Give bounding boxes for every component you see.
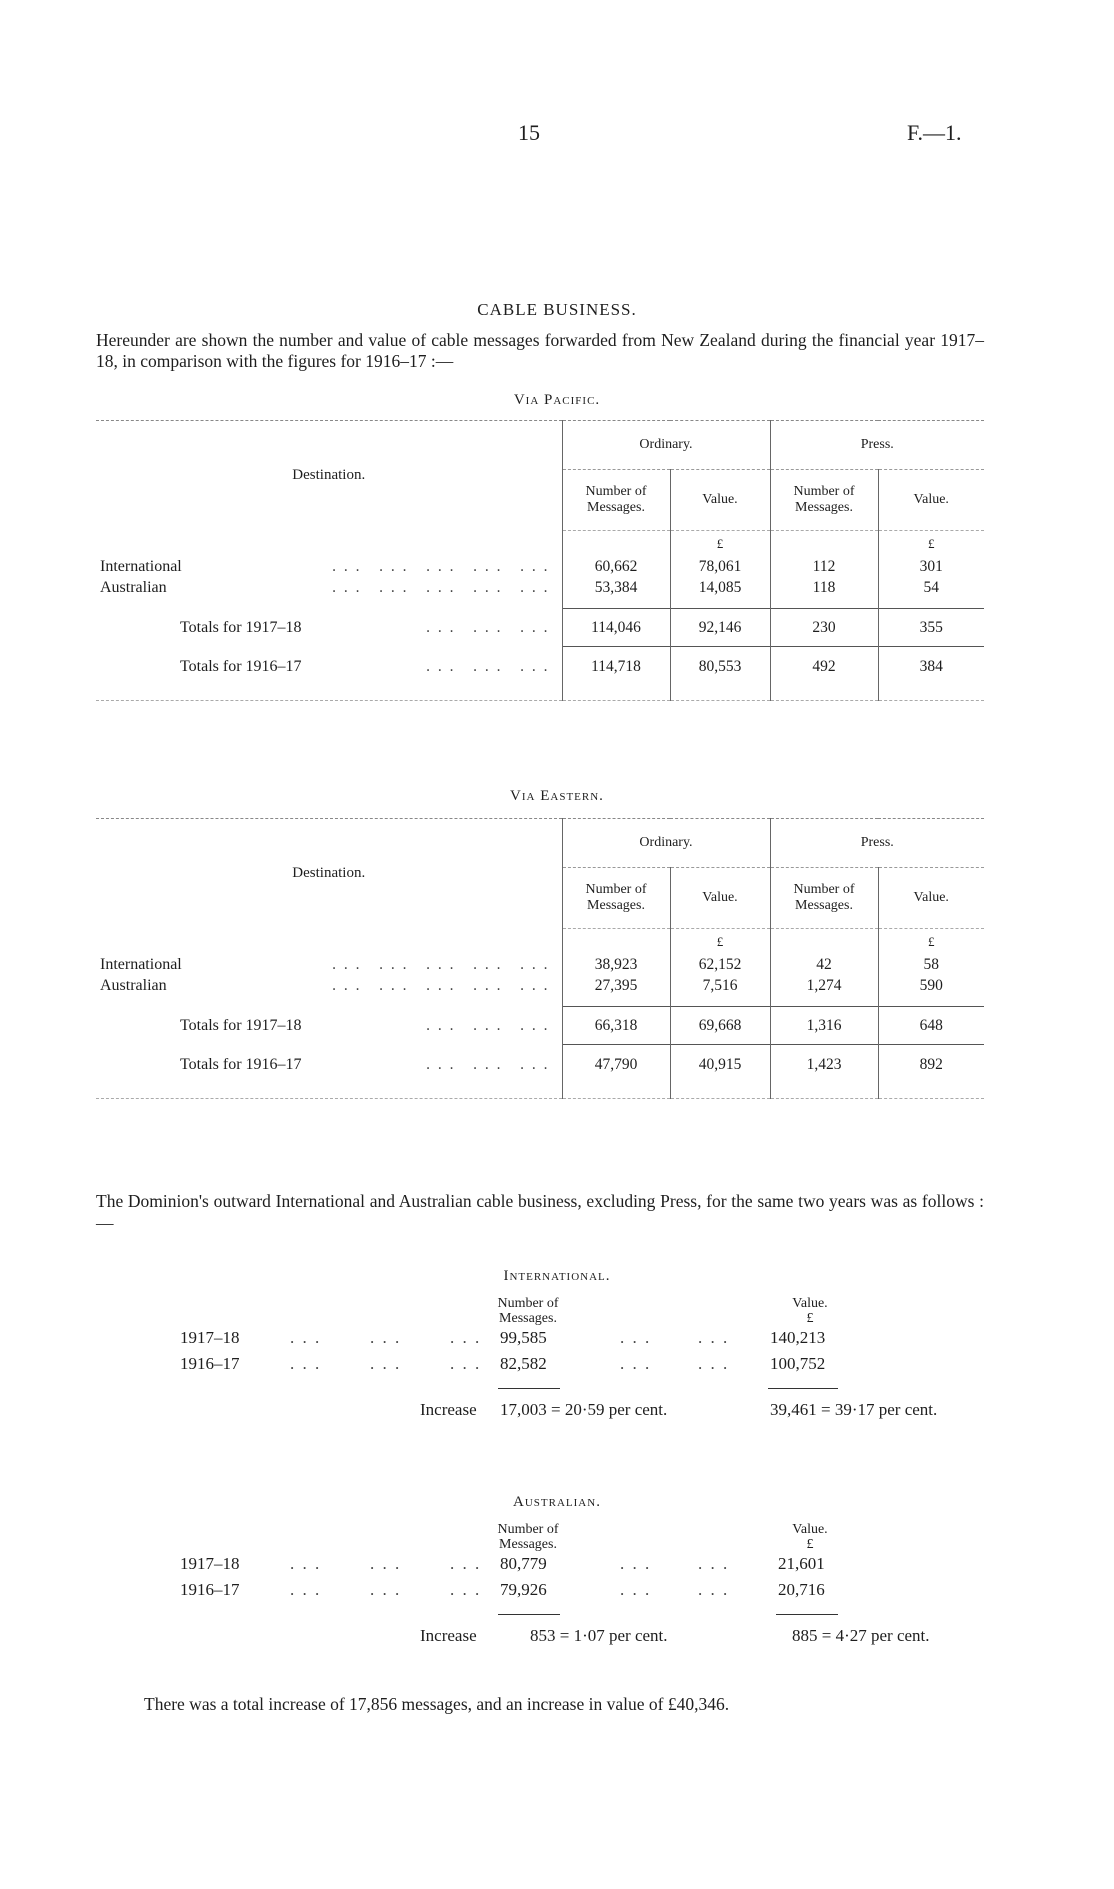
ordinary-value-cell: 7,516 [670, 976, 770, 997]
table-row: International . . . . . . . . . . . . . . . 38,923 62,152 42 58 [96, 955, 984, 976]
leader-dots: . . . [620, 1580, 652, 1599]
totals-label: Totals for 1916–17 [180, 1055, 302, 1073]
press-value-header: Value. [878, 868, 984, 929]
pound-sign: £ [670, 929, 770, 955]
increase-number: 17,003 = 20·59 per cent. [500, 1400, 668, 1419]
ordinary-value-total: 92,146 [670, 609, 770, 647]
press-number-cell: 1,274 [770, 976, 878, 997]
press-number-header: Number of Messages. [770, 470, 878, 531]
table-heading-eastern: Via Eastern. [510, 788, 604, 804]
totals-label: Totals for 1917–18 [180, 618, 302, 636]
comparison-row [180, 1354, 1000, 1378]
leader-dots: . . . [370, 1554, 402, 1573]
pound-sign: £ [806, 1537, 814, 1552]
leader-dots: . . . [370, 1328, 402, 1347]
ordinary-header: Ordinary. [562, 819, 770, 868]
totals-row: Totals for 1917–18 . . . . . . . . . 66,318 69,668 1,316 648 [96, 1007, 984, 1045]
table-row: Australian . . . . . . . . . . . . . . . 53,384 14,085 118 54 [96, 578, 984, 599]
totals-row: Totals for 1917–18 . . . . . . . . . 114,046 92,146 230 355 [96, 609, 984, 647]
press-number-cell: 112 [770, 557, 878, 578]
leader-dots: . . . [370, 1580, 402, 1599]
press-number-cell: 42 [770, 955, 878, 976]
pound-sign: £ [806, 1311, 814, 1326]
increase-row [180, 1626, 1000, 1650]
value-cell: 140,213 [770, 1328, 826, 1347]
leader-dots: . . . [698, 1580, 730, 1599]
ordinary-value-total: 69,668 [670, 1007, 770, 1045]
pound-sign: £ [878, 929, 984, 955]
row-label: International [100, 558, 182, 575]
press-value-cell: 54 [878, 578, 984, 599]
ordinary-number-header: Number of Messages. [562, 470, 670, 531]
international-comparison [180, 1296, 1000, 1446]
table-row: International . . . . . . . . . . . . . . . 60,662 78,061 112 301 [96, 557, 984, 578]
press-value-cell: 590 [878, 976, 984, 997]
pound-sign: £ [670, 531, 770, 557]
value-cell: 20,716 [778, 1580, 825, 1599]
ordinary-value-cell: 14,085 [670, 578, 770, 599]
ordinary-number-cell: 60,662 [562, 557, 670, 578]
press-value-total: 384 [878, 647, 984, 687]
totals-row: Totals for 1916–17 . . . . . . . . . 114,718 80,553 492 384 [96, 647, 984, 687]
number-cell: 99,585 [500, 1328, 547, 1347]
page-reference: F.—1. [907, 120, 962, 145]
press-value-cell: 58 [878, 955, 984, 976]
table-heading-pacific: Via Pacific. [513, 392, 601, 408]
number-cell: 79,926 [500, 1580, 547, 1599]
increase-number: 853 = 1·07 per cent. [530, 1626, 668, 1645]
year-label: 1916–17 [180, 1354, 240, 1373]
leader-dots: . . . [290, 1328, 322, 1347]
ordinary-number-cell: 27,395 [562, 976, 670, 997]
press-number-total: 492 [770, 647, 878, 687]
australian-comparison [180, 1522, 1000, 1672]
press-value-header: Value. [878, 470, 984, 531]
ordinary-number-total: 66,318 [562, 1007, 670, 1045]
year-label: 1917–18 [180, 1554, 240, 1573]
totals-label: Totals for 1916–17 [180, 657, 302, 675]
destination-header: Destination. [96, 421, 562, 531]
ordinary-number-cell: 38,923 [562, 955, 670, 976]
comparison-row [180, 1328, 1000, 1352]
value-cell: 100,752 [770, 1354, 826, 1373]
value-header: Value. [792, 1296, 828, 1311]
ordinary-value-cell: 78,061 [670, 557, 770, 578]
pacific-table [96, 420, 984, 701]
press-number-cell: 118 [770, 578, 878, 599]
press-value-cell: 301 [878, 557, 984, 578]
leader-dots: . . . [290, 1354, 322, 1373]
leader-dots: . . . [450, 1554, 482, 1573]
comparison-heading-australian: Australian. [513, 1494, 601, 1510]
leader-dots: . . . [370, 1354, 402, 1373]
totals-row: Totals for 1916–17 . . . . . . . . . 47,790 40,915 1,423 892 [96, 1045, 984, 1085]
increase-row [180, 1400, 1000, 1424]
increase-label: Increase [420, 1626, 477, 1645]
press-value-total: 892 [878, 1045, 984, 1085]
increase-value: 39,461 = 39·17 per cent. [770, 1400, 938, 1419]
intro-paragraph: Hereunder are shown the number and value of cable messages forwarded from New Zealand during the financial year 1917–18, in comparison with the figures for 1916–17 :— [96, 330, 984, 371]
row-label: Australian [100, 579, 167, 596]
press-header: Press. [770, 819, 984, 868]
leader-dots: . . . [290, 1580, 322, 1599]
ordinary-number-cell: 53,384 [562, 578, 670, 599]
leader-dots: . . . [450, 1354, 482, 1373]
value-cell: 21,601 [778, 1554, 825, 1573]
press-header: Press. [770, 421, 984, 470]
table-row: Australian . . . . . . . . . . . . . . . 27,395 7,516 1,274 590 [96, 976, 984, 997]
increase-label: Increase [420, 1400, 477, 1419]
leader-dots: . . . [450, 1328, 482, 1347]
press-value-total: 355 [878, 609, 984, 647]
leader-dots: . . . [620, 1328, 652, 1347]
ordinary-value-header: Value. [670, 470, 770, 531]
number-header: Number of Messages. [497, 1522, 559, 1552]
press-number-total: 230 [770, 609, 878, 647]
leader-dots: . . . [620, 1554, 652, 1573]
leader-dots: . . . [698, 1554, 730, 1573]
closing-sentence: There was a total increase of 17,856 messages, and an increase in value of £40,346. [144, 1694, 730, 1714]
ordinary-value-header: Value. [670, 868, 770, 929]
ordinary-number-header: Number of Messages. [562, 868, 670, 929]
summary-paragraph: The Dominion's outward International and Australian cable business, excluding Press, for the same two years was as follows :— [96, 1191, 984, 1233]
leader-dots: . . . [290, 1554, 322, 1573]
leader-dots: . . . [698, 1354, 730, 1373]
press-number-total: 1,423 [770, 1045, 878, 1085]
year-label: 1917–18 [180, 1328, 240, 1347]
totals-label: Totals for 1917–18 [180, 1016, 302, 1034]
increase-value: 885 = 4·27 per cent. [792, 1626, 930, 1645]
press-value-total: 648 [878, 1007, 984, 1045]
page-number: 15 [518, 120, 540, 145]
ordinary-number-total: 114,046 [562, 609, 670, 647]
ordinary-value-total: 80,553 [670, 647, 770, 687]
number-header: Number of Messages. [497, 1296, 559, 1326]
comparison-row [180, 1580, 1000, 1604]
number-cell: 82,582 [500, 1354, 547, 1373]
section-title: CABLE BUSINESS. [477, 300, 637, 319]
ordinary-value-total: 40,915 [670, 1045, 770, 1085]
eastern-table [96, 818, 984, 1099]
leader-dots: . . . [698, 1328, 730, 1347]
row-label: Australian [100, 977, 167, 994]
year-label: 1916–17 [180, 1580, 240, 1599]
destination-header: Destination. [96, 819, 562, 929]
row-label: International [100, 956, 182, 973]
comparison-heading-international: International. [503, 1268, 611, 1284]
ordinary-header: Ordinary. [562, 421, 770, 470]
comparison-row [180, 1554, 1000, 1578]
leader-dots: . . . [450, 1580, 482, 1599]
value-header: Value. [792, 1522, 828, 1537]
press-number-header: Number of Messages. [770, 868, 878, 929]
ordinary-value-cell: 62,152 [670, 955, 770, 976]
pound-sign: £ [878, 531, 984, 557]
ordinary-number-total: 47,790 [562, 1045, 670, 1085]
ordinary-number-total: 114,718 [562, 647, 670, 687]
leader-dots: . . . [620, 1354, 652, 1373]
press-number-total: 1,316 [770, 1007, 878, 1045]
number-cell: 80,779 [500, 1554, 547, 1573]
